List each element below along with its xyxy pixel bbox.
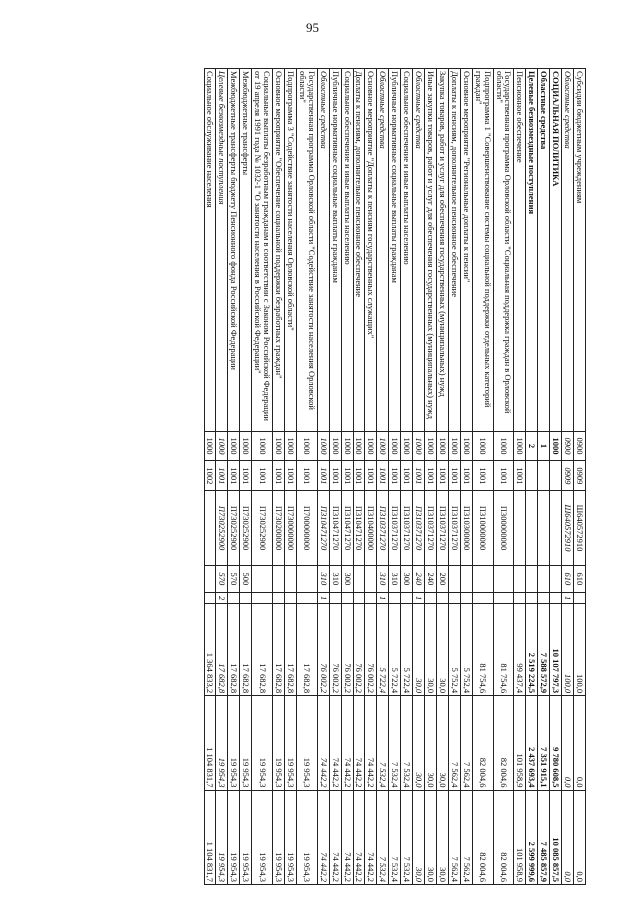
table-row — [425, 69, 437, 885]
value-2020-cell: 19 954,3 — [252, 696, 273, 790]
value-2020-cell: 74 442,2 — [365, 696, 377, 790]
subsection-cell: 1001 — [472, 461, 493, 491]
subsection-cell: 1001 — [341, 461, 353, 491]
name-cell: Пенсионное обеспечение — [514, 69, 526, 432]
table-row — [353, 69, 365, 885]
expense-type-cell — [204, 565, 216, 592]
value-2020-cell: 19 954,3 — [228, 696, 240, 790]
section-cell: 1000 — [448, 431, 460, 461]
fund-source-cell — [240, 593, 252, 604]
target-article-cell: П730252900 — [240, 491, 252, 566]
table-row — [329, 69, 341, 885]
value-2020-cell: 74 442,2 — [329, 696, 341, 790]
subsection-cell: 1001 — [401, 461, 413, 491]
name-cell: Субсидии бюджетным учреждениям — [574, 69, 586, 432]
subsection-cell: 1001 — [389, 461, 401, 491]
value-2021-cell: 101 958,9 — [514, 790, 526, 884]
table-row — [296, 69, 317, 885]
value-2021-cell: 0,0 — [562, 790, 574, 884]
table-row — [228, 69, 240, 885]
subsection-cell: 1001 — [514, 461, 526, 491]
target-article-cell: П310371270 — [448, 491, 460, 566]
value-2021-cell: 2 599 999,6 — [526, 790, 538, 884]
section-cell: 1000 — [389, 431, 401, 461]
table-row — [285, 69, 297, 885]
target-article-cell — [538, 491, 550, 566]
value-2021-cell: 7 562,4 — [460, 790, 472, 884]
value-2019-cell: 7 588 572,9 — [538, 604, 550, 696]
value-2021-cell: 10 085 857,5 — [550, 790, 562, 884]
fund-source-cell — [550, 593, 562, 604]
expense-type-cell — [448, 565, 460, 592]
value-2021-cell: 74 442,2 — [317, 790, 329, 884]
table-row — [493, 69, 514, 885]
fund-source-cell — [574, 593, 586, 604]
target-article-cell: П730200000 — [273, 491, 285, 566]
expense-type-cell — [514, 565, 526, 592]
subsection-cell: 1001 — [329, 461, 341, 491]
name-cell: Подпрограмма 3 "Содействие занятости населения Орловской области" — [285, 69, 297, 432]
name-cell: Областные средства — [562, 69, 574, 432]
value-2020-cell: 0,0 — [574, 696, 586, 790]
name-cell: Социальные выплаты безработным гражданам в соответствии с Законом Российской Федерации от 19 апреля 1991 года № 1032-1 "О занятости населения в Российской Федерации" — [252, 69, 273, 432]
table-row — [317, 69, 329, 885]
name-cell: Областные средства — [413, 69, 425, 432]
value-2019-cell: 17 682,8 — [240, 604, 252, 696]
name-cell: Закупка товаров, работ и услуг для обеспечения государственных (муниципальных) нужд — [437, 69, 449, 432]
table-row — [514, 69, 526, 885]
target-article-cell — [204, 491, 216, 566]
fund-source-cell — [514, 593, 526, 604]
fund-source-cell — [493, 593, 514, 604]
subsection-cell — [550, 461, 562, 491]
value-2021-cell: 19 954,3 — [285, 790, 297, 884]
value-2021-cell: 7 532,4 — [401, 790, 413, 884]
expense-type-cell: 570 — [228, 565, 240, 592]
value-2021-cell: 1 104 831,7 — [204, 790, 216, 884]
value-2019-cell: 5 752,4 — [448, 604, 460, 696]
target-article-cell: П730252900 — [228, 491, 240, 566]
value-2021-cell: 19 954,3 — [240, 790, 252, 884]
section-cell: 0900 — [562, 431, 574, 461]
fund-source-cell: 1 — [317, 593, 329, 604]
target-article-cell: П730000000 — [285, 491, 297, 566]
fund-source-cell — [538, 593, 550, 604]
fund-source-cell — [353, 593, 365, 604]
expense-type-cell: 240 — [413, 565, 425, 592]
name-cell: Областные средства — [538, 69, 550, 432]
subsection-cell: 1001 — [377, 461, 389, 491]
value-2020-cell: 1 104 831,7 — [204, 696, 216, 790]
section-cell: 1000 — [493, 431, 514, 461]
name-cell: Иные закупки товаров, работ и услуг для обеспечения государственных (муниципальных) нужд — [425, 69, 437, 432]
subsection-cell: 1001 — [273, 461, 285, 491]
section-cell: 1000 — [413, 431, 425, 461]
value-2019-cell: 17 682,8 — [285, 604, 297, 696]
subsection-cell — [538, 461, 550, 491]
expense-type-cell — [285, 565, 297, 592]
name-cell: СОЦИАЛЬНАЯ ПОЛИТИКА — [550, 69, 562, 432]
fund-source-cell — [526, 593, 538, 604]
target-article-cell: П730252900 — [216, 491, 228, 566]
value-2019-cell: 5 722,4 — [377, 604, 389, 696]
name-cell: Межбюджетные трансферты бюджету Пенсионного фонда Российской Федерации — [228, 69, 240, 432]
value-2021-cell: 30,0 — [437, 790, 449, 884]
subsection-cell: 1001 — [437, 461, 449, 491]
value-2019-cell: 17 682,8 — [296, 604, 317, 696]
table-row — [574, 69, 586, 885]
section-cell: 1000 — [460, 431, 472, 461]
section-cell: 1000 — [317, 431, 329, 461]
target-article-cell: П310471270 — [329, 491, 341, 566]
expense-type-cell — [460, 565, 472, 592]
section-cell: 1000 — [216, 431, 228, 461]
section-cell: 2 — [526, 431, 538, 461]
value-2019-cell: 30,0 — [425, 604, 437, 696]
subsection-cell: 1001 — [317, 461, 329, 491]
table-row — [377, 69, 389, 885]
value-2021-cell: 19 954,3 — [296, 790, 317, 884]
section-cell: 1000 — [252, 431, 273, 461]
expense-type-cell: 500 — [240, 565, 252, 592]
value-2021-cell: 74 442,2 — [341, 790, 353, 884]
value-2019-cell: 76 002,2 — [365, 604, 377, 696]
expense-type-cell — [493, 565, 514, 592]
fund-source-cell — [472, 593, 493, 604]
section-cell: 1000 — [273, 431, 285, 461]
table-row — [252, 69, 273, 885]
target-article-cell: П700000000 — [296, 491, 317, 566]
value-2020-cell: 30,0 — [413, 696, 425, 790]
expense-type-cell — [472, 565, 493, 592]
name-cell: Областные средства — [317, 69, 329, 432]
section-cell: 1 — [538, 431, 550, 461]
subsection-cell: 1001 — [296, 461, 317, 491]
name-cell: Социальное обеспечение и иные выплаты населению — [401, 69, 413, 432]
value-2020-cell: 30,0 — [437, 696, 449, 790]
fund-source-cell — [204, 593, 216, 604]
value-2021-cell: 19 954,3 — [228, 790, 240, 884]
value-2019-cell: 17 682,8 — [228, 604, 240, 696]
value-2020-cell: 9 780 608,5 — [550, 696, 562, 790]
expense-type-cell: 310 — [329, 565, 341, 592]
target-article-cell: П310471270 — [317, 491, 329, 566]
value-2020-cell: 7 532,4 — [377, 696, 389, 790]
section-cell: 1000 — [285, 431, 297, 461]
section-cell: 1000 — [365, 431, 377, 461]
expense-type-cell: 240 — [425, 565, 437, 592]
section-cell: 1000 — [204, 431, 216, 461]
value-2020-cell: 0,0 — [562, 696, 574, 790]
name-cell: Публичные нормативные социальные выплаты гражданам — [329, 69, 341, 432]
fund-source-cell — [285, 593, 297, 604]
value-2020-cell: 2 437 693,4 — [526, 696, 538, 790]
value-2020-cell: 101 958,9 — [514, 696, 526, 790]
value-2020-cell: 74 442,2 — [317, 696, 329, 790]
fund-source-cell — [252, 593, 273, 604]
fund-source-cell: 2 — [216, 593, 228, 604]
table-row — [562, 69, 574, 885]
value-2019-cell: 17 682,8 — [273, 604, 285, 696]
value-2021-cell: 19 954,3 — [273, 790, 285, 884]
table-row — [401, 69, 413, 885]
table-row — [365, 69, 377, 885]
value-2021-cell: 0,0 — [574, 790, 586, 884]
table-row — [460, 69, 472, 885]
expense-type-cell — [252, 565, 273, 592]
subsection-cell: 0909 — [562, 461, 574, 491]
table-row — [526, 69, 538, 885]
section-cell: 1000 — [425, 431, 437, 461]
value-2021-cell: 74 442,2 — [353, 790, 365, 884]
fund-source-cell — [448, 593, 460, 604]
expense-type-cell: 300 — [341, 565, 353, 592]
target-article-cell: П310371270 — [377, 491, 389, 566]
target-article-cell: П310371270 — [425, 491, 437, 566]
value-2021-cell: 19 954,3 — [252, 790, 273, 884]
subsection-cell: 1001 — [240, 461, 252, 491]
value-2021-cell: 7 562,4 — [448, 790, 460, 884]
name-cell: Подпрограмма 1 "Совершенствование системы социальной поддержки отдельных категорий граждан" — [472, 69, 493, 432]
subsection-cell: 1001 — [365, 461, 377, 491]
expense-type-cell: 570 — [216, 565, 228, 592]
expense-type-cell: 310 — [389, 565, 401, 592]
target-article-cell: П310300000 — [460, 491, 472, 566]
table-row — [204, 69, 216, 885]
fund-source-cell: 1 — [562, 593, 574, 604]
target-article-cell: П310371270 — [437, 491, 449, 566]
fund-source-cell — [296, 593, 317, 604]
value-2021-cell: 30,0 — [425, 790, 437, 884]
fund-source-cell — [228, 593, 240, 604]
value-2020-cell: 19 954,3 — [296, 696, 317, 790]
table-row — [273, 69, 285, 885]
value-2020-cell: 30,0 — [425, 696, 437, 790]
page-number: 95 — [306, 20, 319, 35]
expense-type-cell — [538, 565, 550, 592]
name-cell: Целевые безвозмездные поступления — [526, 69, 538, 432]
fund-source-cell — [365, 593, 377, 604]
value-2020-cell: 7 532,4 — [389, 696, 401, 790]
table-row — [472, 69, 493, 885]
target-article-cell — [526, 491, 538, 566]
name-cell: Социальное обеспечение и иные выплаты населению — [341, 69, 353, 432]
section-cell: 1000 — [437, 431, 449, 461]
target-article-cell: П310371270 — [401, 491, 413, 566]
rotated-table-container — [204, 68, 586, 885]
value-2020-cell: 7 532,4 — [401, 696, 413, 790]
section-cell: 1000 — [329, 431, 341, 461]
value-2019-cell: 76 002,2 — [317, 604, 329, 696]
value-2021-cell: 7 532,4 — [377, 790, 389, 884]
target-article-cell: П730252900 — [252, 491, 273, 566]
target-article-cell: П310471270 — [353, 491, 365, 566]
value-2019-cell: 30,0 — [437, 604, 449, 696]
value-2019-cell: 76 002,2 — [329, 604, 341, 696]
value-2019-cell: 5 722,4 — [401, 604, 413, 696]
value-2019-cell: 81 754,6 — [472, 604, 493, 696]
table-row — [341, 69, 353, 885]
value-2020-cell: 19 954,3 — [216, 696, 228, 790]
value-2019-cell: 5 752,4 — [460, 604, 472, 696]
table-row — [550, 69, 562, 885]
expense-type-cell — [550, 565, 562, 592]
value-2020-cell: 7 351 915,1 — [538, 696, 550, 790]
expense-type-cell — [365, 565, 377, 592]
name-cell: Государственная программа Орловской области "Содействие занятости населения Орловской области" — [296, 69, 317, 432]
expense-type-cell: 310 — [377, 565, 389, 592]
target-article-cell: П310000000 — [472, 491, 493, 566]
budget-table — [204, 68, 586, 885]
fund-source-cell: 1 — [413, 593, 425, 604]
section-cell: 1000 — [228, 431, 240, 461]
fund-source-cell — [341, 593, 353, 604]
subsection-cell: 1001 — [353, 461, 365, 491]
value-2019-cell: 2 519 224,5 — [526, 604, 538, 696]
target-article-cell: П310371270 — [413, 491, 425, 566]
table-row — [389, 69, 401, 885]
name-cell: Основное мероприятие "Доплаты к пенсиям государственных служащих" — [365, 69, 377, 432]
subsection-cell: 1001 — [285, 461, 297, 491]
value-2020-cell: 74 442,2 — [341, 696, 353, 790]
subsection-cell — [526, 461, 538, 491]
value-2021-cell: 74 442,2 — [329, 790, 341, 884]
table-row — [538, 69, 550, 885]
section-cell: 1000 — [377, 431, 389, 461]
value-2020-cell: 82 004,6 — [493, 696, 514, 790]
subsection-cell: 1001 — [493, 461, 514, 491]
value-2021-cell: 74 442,2 — [365, 790, 377, 884]
value-2019-cell: 100,0 — [562, 604, 574, 696]
value-2020-cell: 74 442,2 — [353, 696, 365, 790]
name-cell: Публичные нормативные социальные выплаты гражданам — [389, 69, 401, 432]
name-cell: Основное мероприятие "Региональные доплаты к пенсии" — [460, 69, 472, 432]
target-article-cell: П310371270 — [389, 491, 401, 566]
value-2019-cell: 1 364 833,2 — [204, 604, 216, 696]
value-2019-cell: 10 107 797,3 — [550, 604, 562, 696]
target-article-cell: П310471270 — [341, 491, 353, 566]
value-2021-cell: 7 532,4 — [389, 790, 401, 884]
name-cell: Доплаты к пенсиям, дополнительное пенсионное обеспечение — [353, 69, 365, 432]
value-2019-cell: 100,0 — [574, 604, 586, 696]
section-cell: 1000 — [240, 431, 252, 461]
name-cell: Межбюджетные трансферты — [240, 69, 252, 432]
table-row — [437, 69, 449, 885]
fund-source-cell — [329, 593, 341, 604]
section-cell: 1000 — [353, 431, 365, 461]
subsection-cell: 0909 — [574, 461, 586, 491]
table-row — [448, 69, 460, 885]
value-2019-cell: 17 682,8 — [252, 604, 273, 696]
expense-type-cell — [296, 565, 317, 592]
subsection-cell: 1001 — [460, 461, 472, 491]
fund-source-cell — [425, 593, 437, 604]
fund-source-cell — [389, 593, 401, 604]
fund-source-cell: 1 — [377, 593, 389, 604]
value-2021-cell: 82 004,6 — [472, 790, 493, 884]
table-row — [413, 69, 425, 885]
table-row — [216, 69, 228, 885]
value-2019-cell: 76 002,2 — [341, 604, 353, 696]
name-cell: Целевые безвозмездные поступления — [216, 69, 228, 432]
expense-type-cell: 610 — [574, 565, 586, 592]
subsection-cell: 1001 — [228, 461, 240, 491]
target-article-cell: П310400000 — [365, 491, 377, 566]
subsection-cell: 1001 — [448, 461, 460, 491]
name-cell: Областные средства — [377, 69, 389, 432]
value-2019-cell: 5 722,4 — [389, 604, 401, 696]
value-2019-cell: 17 682,8 — [216, 604, 228, 696]
subsection-cell: 1001 — [425, 461, 437, 491]
value-2020-cell: 19 954,3 — [273, 696, 285, 790]
name-cell: Доплаты к пенсиям, дополнительное пенсионное обеспечение — [448, 69, 460, 432]
subsection-cell: 1001 — [252, 461, 273, 491]
name-cell: Социальное обслуживание населения — [204, 69, 216, 432]
value-2019-cell: 99 437,4 — [514, 604, 526, 696]
value-2019-cell: 76 002,2 — [353, 604, 365, 696]
expense-type-cell — [273, 565, 285, 592]
value-2019-cell: 81 754,6 — [493, 604, 514, 696]
target-article-cell: П300000000 — [493, 491, 514, 566]
target-article-cell: Ш640572910 — [562, 491, 574, 566]
fund-source-cell — [273, 593, 285, 604]
value-2020-cell: 19 954,3 — [240, 696, 252, 790]
value-2019-cell: 30,0 — [413, 604, 425, 696]
section-cell: 1000 — [472, 431, 493, 461]
value-2020-cell: 19 954,3 — [285, 696, 297, 790]
expense-type-cell: 310 — [317, 565, 329, 592]
section-cell: 1000 — [341, 431, 353, 461]
value-2021-cell: 7 485 857,9 — [538, 790, 550, 884]
value-2020-cell: 82 004,6 — [472, 696, 493, 790]
section-cell: 1000 — [550, 431, 562, 461]
section-cell: 0900 — [574, 431, 586, 461]
section-cell: 1000 — [401, 431, 413, 461]
expense-type-cell: 610 — [562, 565, 574, 592]
value-2021-cell: 30,0 — [413, 790, 425, 884]
name-cell: Основное мероприятие "Обеспечение социальной поддержки безработных граждан" — [273, 69, 285, 432]
subsection-cell: 1002 — [204, 461, 216, 491]
table-body — [204, 69, 585, 885]
target-article-cell — [514, 491, 526, 566]
value-2021-cell: 19 954,3 — [216, 790, 228, 884]
value-2021-cell: 82 004,6 — [493, 790, 514, 884]
subsection-cell: 1001 — [216, 461, 228, 491]
value-2020-cell: 7 562,4 — [448, 696, 460, 790]
fund-source-cell — [437, 593, 449, 604]
table-row — [240, 69, 252, 885]
name-cell: Государственная программа Орловской области "Социальная поддержка граждан в Орловской области" — [493, 69, 514, 432]
section-cell: 1000 — [514, 431, 526, 461]
section-cell: 1000 — [296, 431, 317, 461]
subsection-cell: 1001 — [413, 461, 425, 491]
expense-type-cell: 200 — [437, 565, 449, 592]
fund-source-cell — [401, 593, 413, 604]
expense-type-cell: 300 — [401, 565, 413, 592]
expense-type-cell — [353, 565, 365, 592]
target-article-cell: Ш640572910 — [574, 491, 586, 566]
expense-type-cell — [526, 565, 538, 592]
fund-source-cell — [460, 593, 472, 604]
target-article-cell — [550, 491, 562, 566]
value-2020-cell: 7 562,4 — [460, 696, 472, 790]
